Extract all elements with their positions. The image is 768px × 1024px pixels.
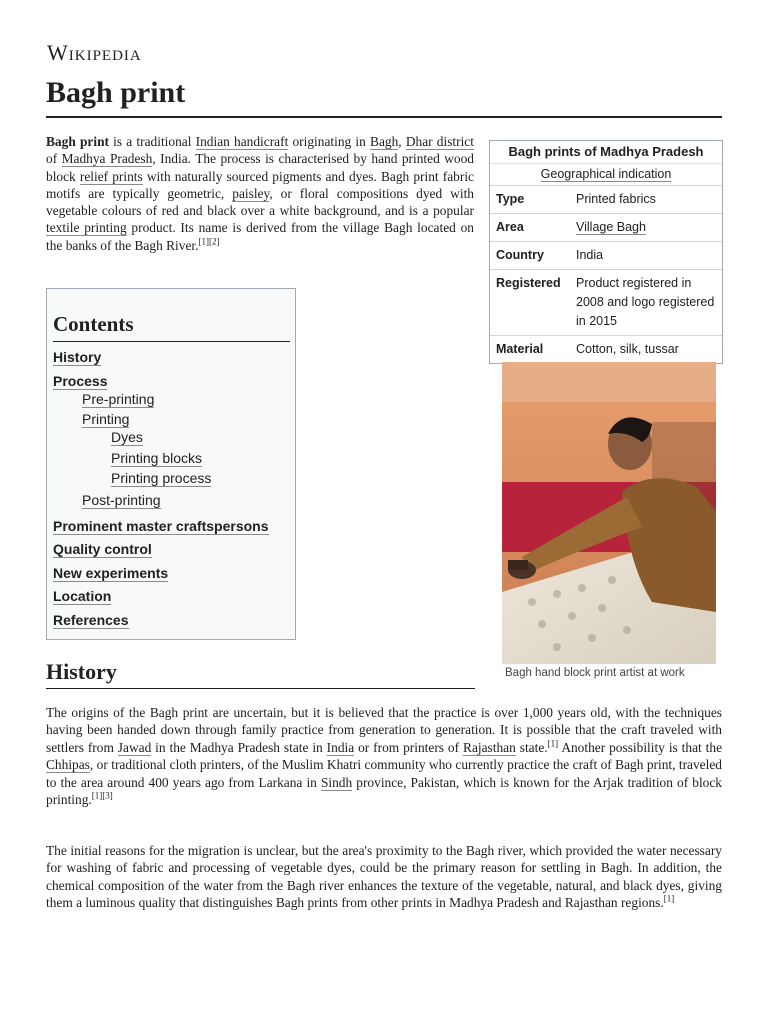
infobox-key: Material	[496, 342, 544, 356]
link-geographical-indication[interactable]: Geographical indication	[540, 167, 672, 181]
toc-item-printing-process[interactable]	[111, 470, 211, 486]
toc-item-label: Post-printing	[82, 492, 161, 508]
toc-divider	[53, 341, 290, 342]
lead-text: ,	[398, 134, 406, 149]
link-jawad[interactable]: Jawad	[117, 739, 152, 755]
toc-item-label: Location	[53, 588, 112, 604]
history-text: , or traditional cloth printers, of the Muslim Khatri community who currently practice the craft of Bagh print, traveled to the area around 400 years ago from Larkana in	[46, 757, 722, 790]
toc-item-label: Quality control	[53, 541, 152, 557]
toc-item-new-experiments[interactable]	[53, 565, 168, 581]
section-heading-history: History	[46, 659, 117, 684]
infobox-subtitle	[490, 163, 722, 185]
artist-photo-illustration	[502, 362, 716, 664]
link-dhar-district[interactable]: Dhar district	[405, 134, 474, 149]
toc-item-label: Printing	[82, 411, 130, 427]
link-bagh[interactable]: Bagh	[370, 134, 399, 149]
citation[interactable]: [1][3]	[91, 790, 113, 801]
lead-citation[interactable]: [1][2]	[198, 236, 220, 247]
toc-item-references[interactable]	[53, 612, 129, 628]
toc-item-printing[interactable]	[82, 411, 129, 427]
infobox-key: Area	[496, 220, 524, 234]
infobox-row-area	[490, 213, 722, 241]
toc-item-pre-printing[interactable]	[82, 391, 154, 407]
infobox-row-registered	[490, 269, 722, 335]
infobox-key: Type	[496, 192, 525, 206]
page-title: Bagh print	[46, 76, 186, 109]
infobox-key: Registered	[496, 276, 561, 290]
link-textile-printing[interactable]: textile printing	[46, 220, 127, 236]
link-rajasthan[interactable]: Rajasthan	[463, 739, 516, 755]
toc-item-label: New experiments	[53, 565, 169, 581]
lead-text: of	[46, 151, 62, 167]
toc-item-label: Process	[53, 373, 108, 389]
link-paisley[interactable]: paisley	[232, 185, 270, 201]
section-divider	[46, 688, 475, 689]
toc-item-craftspersons[interactable]	[53, 518, 269, 534]
toc-item-process[interactable]	[53, 373, 107, 389]
link-madhya-pradesh[interactable]: Madhya Pradesh	[61, 151, 153, 167]
lead-text: originating in	[288, 134, 371, 149]
link-sindh[interactable]: Sindh	[320, 774, 353, 790]
link-indian-handicraft[interactable]: Indian handicraft	[195, 134, 289, 149]
infobox-value: Printed fabrics	[576, 192, 656, 206]
history-text: in the Madhya Pradesh state in	[151, 739, 327, 755]
toc-item-quality-control[interactable]	[53, 541, 152, 557]
history-paragraph-2	[46, 842, 722, 912]
title-divider	[46, 116, 722, 118]
toc-item-label: References	[53, 612, 129, 628]
infobox-value	[576, 214, 722, 241]
lead-bold-term: Bagh print	[46, 134, 109, 149]
link-chhipas[interactable]: Chhipas	[46, 757, 90, 773]
infobox-value: India	[576, 248, 604, 262]
infobox-row-type	[490, 185, 722, 213]
toc-item-label: Dyes	[111, 429, 143, 445]
table-of-contents	[46, 288, 296, 640]
infobox	[489, 140, 723, 364]
toc-item-label: Printing blocks	[111, 450, 203, 466]
history-text: Another possibility is that the	[558, 739, 723, 755]
history-paragraph-1	[46, 704, 722, 808]
history-text: state.	[515, 739, 548, 755]
link-village-bagh[interactable]: Village Bagh	[576, 220, 646, 234]
citation[interactable]: [1]	[663, 893, 675, 904]
photo-caption: Bagh hand block print artist at work	[505, 667, 685, 679]
infobox-row-country	[490, 241, 722, 269]
toc-title: Contents	[53, 312, 134, 336]
infobox-key: Country	[496, 248, 544, 262]
history-text: or from printers of	[354, 739, 464, 755]
infobox-row-material	[490, 335, 722, 363]
lead-text: product. Its name is derived from the village Bagh located on the banks of the Bagh River.	[46, 220, 474, 253]
lead-text: with naturally sourced pigments and dyes. Bagh print fabric motifs are typically geometric,	[46, 168, 474, 201]
link-india[interactable]: India	[326, 739, 355, 755]
toc-item-label: Pre-printing	[82, 391, 155, 407]
infobox-value: Cotton, silk, tussar	[576, 342, 679, 356]
toc-item-history[interactable]	[53, 349, 101, 365]
lead-paragraph	[46, 133, 474, 254]
history-text: The origins of the Bagh print are uncertain, but it is believed that the practice is over 1,000 years old, with the techniques having been handed down through family practice from generation to generation. It is possible that the craft traveled with settlers from	[46, 705, 722, 755]
citation[interactable]: [1]	[547, 738, 559, 749]
toc-item-label: Printing process	[111, 470, 212, 486]
infobox-title: Bagh prints of Madhya Pradesh	[490, 141, 722, 163]
wikipedia-wordmark[interactable]: Wikipedia	[47, 40, 142, 65]
lead-text: , India. The process is characterised by hand printed wood block	[46, 151, 474, 184]
toc-item-post-printing[interactable]	[82, 492, 161, 508]
history-text: province, Pakistan, which is known for the Arjak tradition of block printing.	[46, 774, 722, 808]
infobox-value: Product registered in 2008 and logo registered in 2015	[576, 276, 715, 328]
link-relief-prints[interactable]: relief prints	[79, 168, 143, 184]
lead-text: is a traditional	[108, 134, 196, 149]
toc-item-location[interactable]	[53, 588, 111, 604]
toc-item-printing-blocks[interactable]	[111, 450, 202, 466]
artist-photo[interactable]	[502, 362, 716, 664]
toc-item-label: History	[53, 349, 102, 365]
toc-item-label: Prominent master craftspersons	[53, 518, 269, 534]
history-text: The initial reasons for the migration is unclear, but the area's proximity to the Bagh river, which provided the water necessary for washing of fabric and processing of vegetable dyes, could be the primary reason for settling in Bagh. In addition, the chemical composition of the water from the Bagh river enhances the texture of the vegetable, natural, and black dyes, giving them a luminous quality that distinguishes Bagh prints from other prints in Madhya Pradesh and Rajasthan regions.	[46, 843, 722, 911]
toc-item-dyes[interactable]	[111, 429, 143, 445]
lead-text: , or floral compositions dyed with vegetable colours of red and black over a white background, and is a popular	[46, 185, 474, 219]
